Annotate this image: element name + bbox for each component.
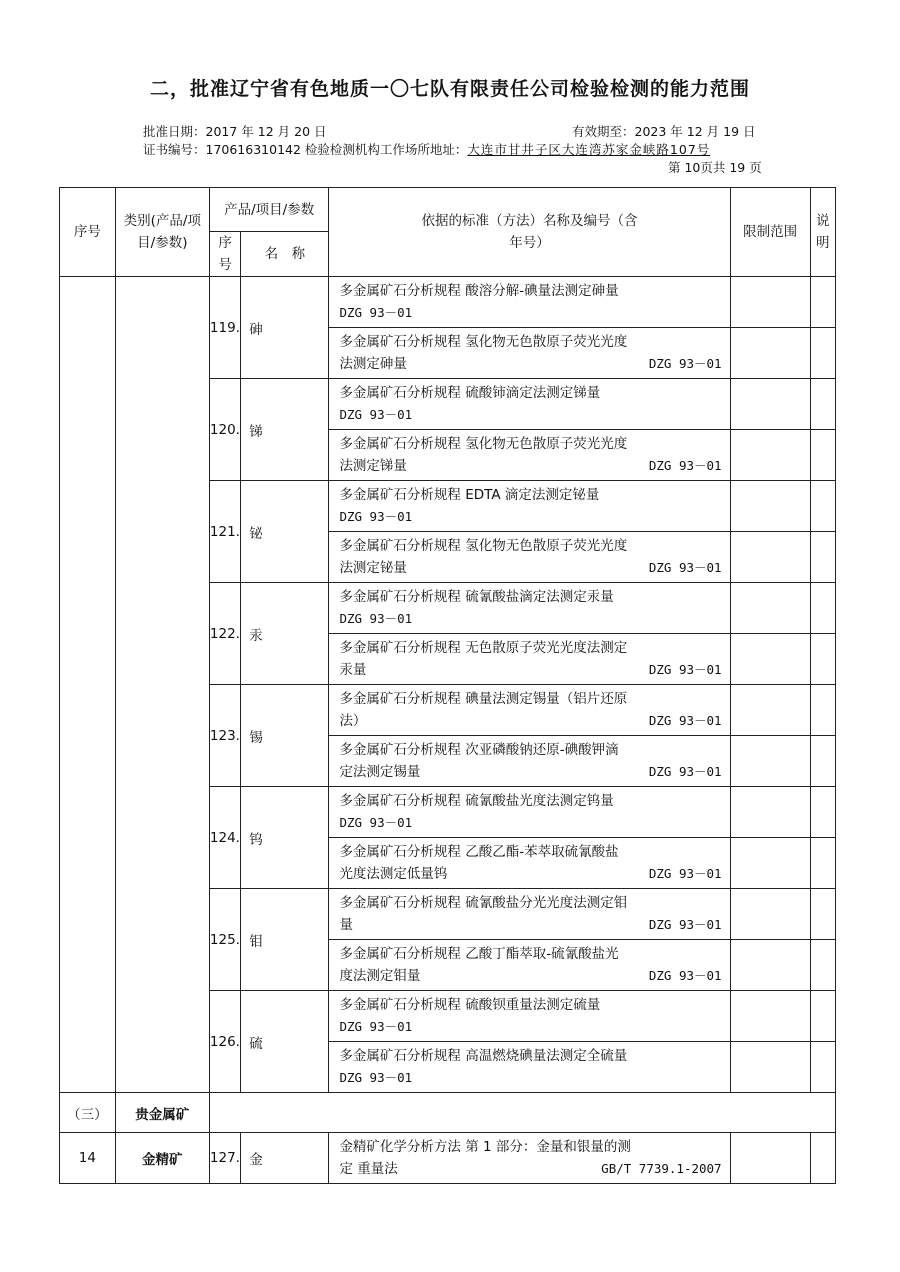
standard-code: DZG 93－01: [648, 356, 722, 371]
method-line2: [339, 863, 721, 885]
method-name: 金精矿化学分析方法 第 1 部分：金量和银量的测: [339, 1139, 631, 1155]
standard-code: DZG 93－01: [339, 305, 413, 320]
standard-code: DZG 93－01: [648, 713, 722, 728]
note-cell: [810, 430, 835, 481]
item-name: 金: [241, 1133, 329, 1184]
standard-code: DZG 93－01: [648, 764, 722, 779]
header-product-group: 产品/项目/参数: [209, 188, 329, 232]
item-number: 122.: [209, 583, 240, 685]
note-cell: [810, 277, 835, 328]
limit-cell: [730, 991, 810, 1042]
limit-cell: [730, 481, 810, 532]
approval-date: 批准日期：2017 年 12 月 20 日: [143, 124, 327, 139]
standard-code: GB/T 7739.1-2007: [601, 1161, 722, 1176]
note-cell: [810, 583, 835, 634]
method-line2: [339, 557, 721, 579]
limit-cell: [730, 328, 810, 379]
limit-cell: [730, 685, 810, 736]
header-sub-seq: 序号: [209, 232, 240, 277]
method-name: 多金属矿石分析规程 氢化物无色散原子荧光光度: [339, 538, 628, 554]
standard-code: DZG 93－01: [339, 509, 413, 524]
standard-cell: [329, 889, 730, 940]
table-body: [60, 277, 836, 1184]
note-cell: [810, 685, 835, 736]
note-cell: [810, 991, 835, 1042]
limit-cell: [730, 634, 810, 685]
item-number: 121.: [209, 481, 240, 583]
section-row: [60, 1093, 836, 1133]
item-number: 119.: [209, 277, 240, 379]
method-name-cont: 光度法测定低量钨: [339, 866, 448, 882]
limit-cell: [730, 736, 810, 787]
note-cell: [810, 379, 835, 430]
note-cell: [810, 940, 835, 991]
item-name: 汞: [241, 583, 329, 685]
table-row: [60, 1133, 836, 1184]
category-cell: 金精矿: [115, 1133, 209, 1184]
standard-cell: [329, 430, 730, 481]
standard-cell: [329, 634, 730, 685]
method-line2: [339, 506, 721, 528]
standard-cell: [329, 379, 730, 430]
method-line2: [339, 914, 721, 936]
table-row: [60, 277, 836, 328]
method-name-cont: 法测定砷量: [339, 356, 407, 372]
header-standard: 依据的标准（方法）名称及编号（含年号）: [329, 188, 730, 277]
method-name-cont: 法测定铋量: [339, 560, 407, 576]
method-line2: [339, 455, 721, 477]
item-name: 钼: [241, 889, 329, 991]
method-line2: [339, 302, 721, 324]
standard-cell: [329, 1042, 730, 1093]
item-number: 127.: [209, 1133, 240, 1184]
header-sub-name: 名 称: [241, 232, 329, 277]
method-name: 多金属矿石分析规程 碘量法测定锡量（铝片还原: [339, 691, 628, 707]
method-name: 多金属矿石分析规程 氢化物无色散原子荧光光度: [339, 334, 628, 350]
standard-code: DZG 93－01: [648, 458, 722, 473]
method-name: 多金属矿石分析规程 硫氰酸盐滴定法测定汞量: [339, 589, 614, 605]
item-name: 砷: [241, 277, 329, 379]
cert-line: [143, 140, 710, 158]
standard-cell: [329, 1133, 730, 1184]
header-note: 说明: [810, 188, 835, 277]
method-line2: [339, 761, 721, 783]
limit-cell: [730, 379, 810, 430]
seq-cell: [60, 277, 116, 1093]
item-number: 125.: [209, 889, 240, 991]
method-name-cont: 量: [339, 917, 353, 933]
method-name: 多金属矿石分析规程 EDTA 滴定法测定铋量: [339, 487, 600, 503]
method-name-cont: 法）: [339, 713, 367, 729]
standard-code: DZG 93－01: [339, 1019, 413, 1034]
item-number: 126.: [209, 991, 240, 1093]
note-cell: [810, 787, 835, 838]
address: 大连市甘井子区大连湾苏家金峡路107号: [467, 142, 711, 157]
standard-code: DZG 93－01: [648, 560, 722, 575]
standard-cell: [329, 787, 730, 838]
limit-cell: [730, 889, 810, 940]
header-limit: 限制范围: [730, 188, 810, 277]
method-name-cont: 定法测定锡量: [339, 764, 421, 780]
item-name: 硫: [241, 991, 329, 1093]
header-seq: 序号: [60, 188, 116, 277]
method-name: 多金属矿石分析规程 乙酸丁酯萃取-硫氰酸盐光: [339, 946, 619, 962]
method-name: 多金属矿石分析规程 氢化物无色散原子荧光光度: [339, 436, 628, 452]
standard-cell: [329, 583, 730, 634]
standard-code: DZG 93－01: [648, 917, 722, 932]
section-label: （三）: [60, 1093, 116, 1133]
method-name: 多金属矿石分析规程 无色散原子荧光光度法测定: [339, 640, 628, 656]
note-cell: [810, 481, 835, 532]
section-name: 贵金属矿: [115, 1093, 209, 1133]
standard-cell: [329, 736, 730, 787]
item-number: 120.: [209, 379, 240, 481]
note-cell: [810, 838, 835, 889]
note-cell: [810, 328, 835, 379]
method-line2: [339, 659, 721, 681]
limit-cell: [730, 430, 810, 481]
method-name: 多金属矿石分析规程 硫氰酸盐光度法测定钨量: [339, 793, 614, 809]
standard-cell: [329, 940, 730, 991]
limit-cell: [730, 838, 810, 889]
method-name: 多金属矿石分析规程 乙酸乙酯-苯萃取硫氰酸盐: [339, 844, 619, 860]
limit-cell: [730, 277, 810, 328]
method-line2: [339, 812, 721, 834]
method-name-cont: 定 重量法: [339, 1161, 398, 1177]
item-name: 钨: [241, 787, 329, 889]
note-cell: [810, 1133, 835, 1184]
note-cell: [810, 736, 835, 787]
method-name: 多金属矿石分析规程 硫酸铈滴定法测定锑量: [339, 385, 601, 401]
limit-cell: [730, 583, 810, 634]
seq-cell: 14: [60, 1133, 116, 1184]
note-cell: [810, 634, 835, 685]
item-number: 124.: [209, 787, 240, 889]
limit-cell: [730, 1042, 810, 1093]
method-line2: [339, 1016, 721, 1038]
method-line2: [339, 1067, 721, 1089]
method-name: 多金属矿石分析规程 酸溶分解-碘量法测定砷量: [339, 283, 619, 299]
standard-cell: [329, 991, 730, 1042]
limit-cell: [730, 940, 810, 991]
item-name: 铋: [241, 481, 329, 583]
method-name-cont: 法测定锑量: [339, 458, 407, 474]
note-cell: [810, 1042, 835, 1093]
method-name-cont: 度法测定钼量: [339, 968, 421, 984]
method-name: 多金属矿石分析规程 硫氰酸盐分光光度法测定钼: [339, 895, 628, 911]
method-line2: [339, 1158, 721, 1180]
standard-cell: [329, 532, 730, 583]
standard-code: DZG 93－01: [339, 611, 413, 626]
valid-until: 有效期至：2023 年 12 月 19 日: [572, 124, 756, 139]
item-name: 锑: [241, 379, 329, 481]
method-line2: [339, 965, 721, 987]
item-name: 锡: [241, 685, 329, 787]
method-line2: [339, 404, 721, 426]
item-number: 123.: [209, 685, 240, 787]
limit-cell: [730, 787, 810, 838]
standard-code: DZG 93－01: [339, 815, 413, 830]
standard-code: DZG 93－01: [648, 662, 722, 677]
standard-code: DZG 93－01: [339, 1070, 413, 1085]
method-name: 多金属矿石分析规程 硫酸钡重量法测定硫量: [339, 997, 601, 1013]
header-category: 类别(产品/项目/参数): [115, 188, 209, 277]
note-cell: [810, 532, 835, 583]
method-name: 多金属矿石分析规程 次亚磷酸钠还原-碘酸钾滴: [339, 742, 619, 758]
note-cell: [810, 889, 835, 940]
limit-cell: [730, 1133, 810, 1184]
standard-cell: [329, 481, 730, 532]
method-name: 多金属矿石分析规程 高温燃烧碘量法测定全硫量: [339, 1048, 628, 1064]
limit-cell: [730, 532, 810, 583]
method-line2: [339, 710, 721, 732]
standard-cell: [329, 685, 730, 736]
standard-code: DZG 93－01: [339, 407, 413, 422]
category-cell: [115, 277, 209, 1093]
capability-table: [59, 187, 836, 1184]
cert-label: 证书编号：170616310142 检验检测机构工作场所地址：: [143, 142, 468, 157]
method-line2: [339, 353, 721, 375]
standard-code: DZG 93－01: [648, 968, 722, 983]
standard-cell: [329, 838, 730, 889]
page-number: 第 10页共 19 页: [668, 160, 762, 175]
standard-cell: [329, 277, 730, 328]
standard-code: DZG 93－01: [648, 866, 722, 881]
method-line2: [339, 608, 721, 630]
section-empty: [209, 1093, 835, 1133]
standard-cell: [329, 328, 730, 379]
page-title: 二，批准辽宁省有色地质一〇七队有限责任公司检验检测的能力范围: [149, 78, 750, 100]
method-name-cont: 汞量: [339, 662, 367, 678]
